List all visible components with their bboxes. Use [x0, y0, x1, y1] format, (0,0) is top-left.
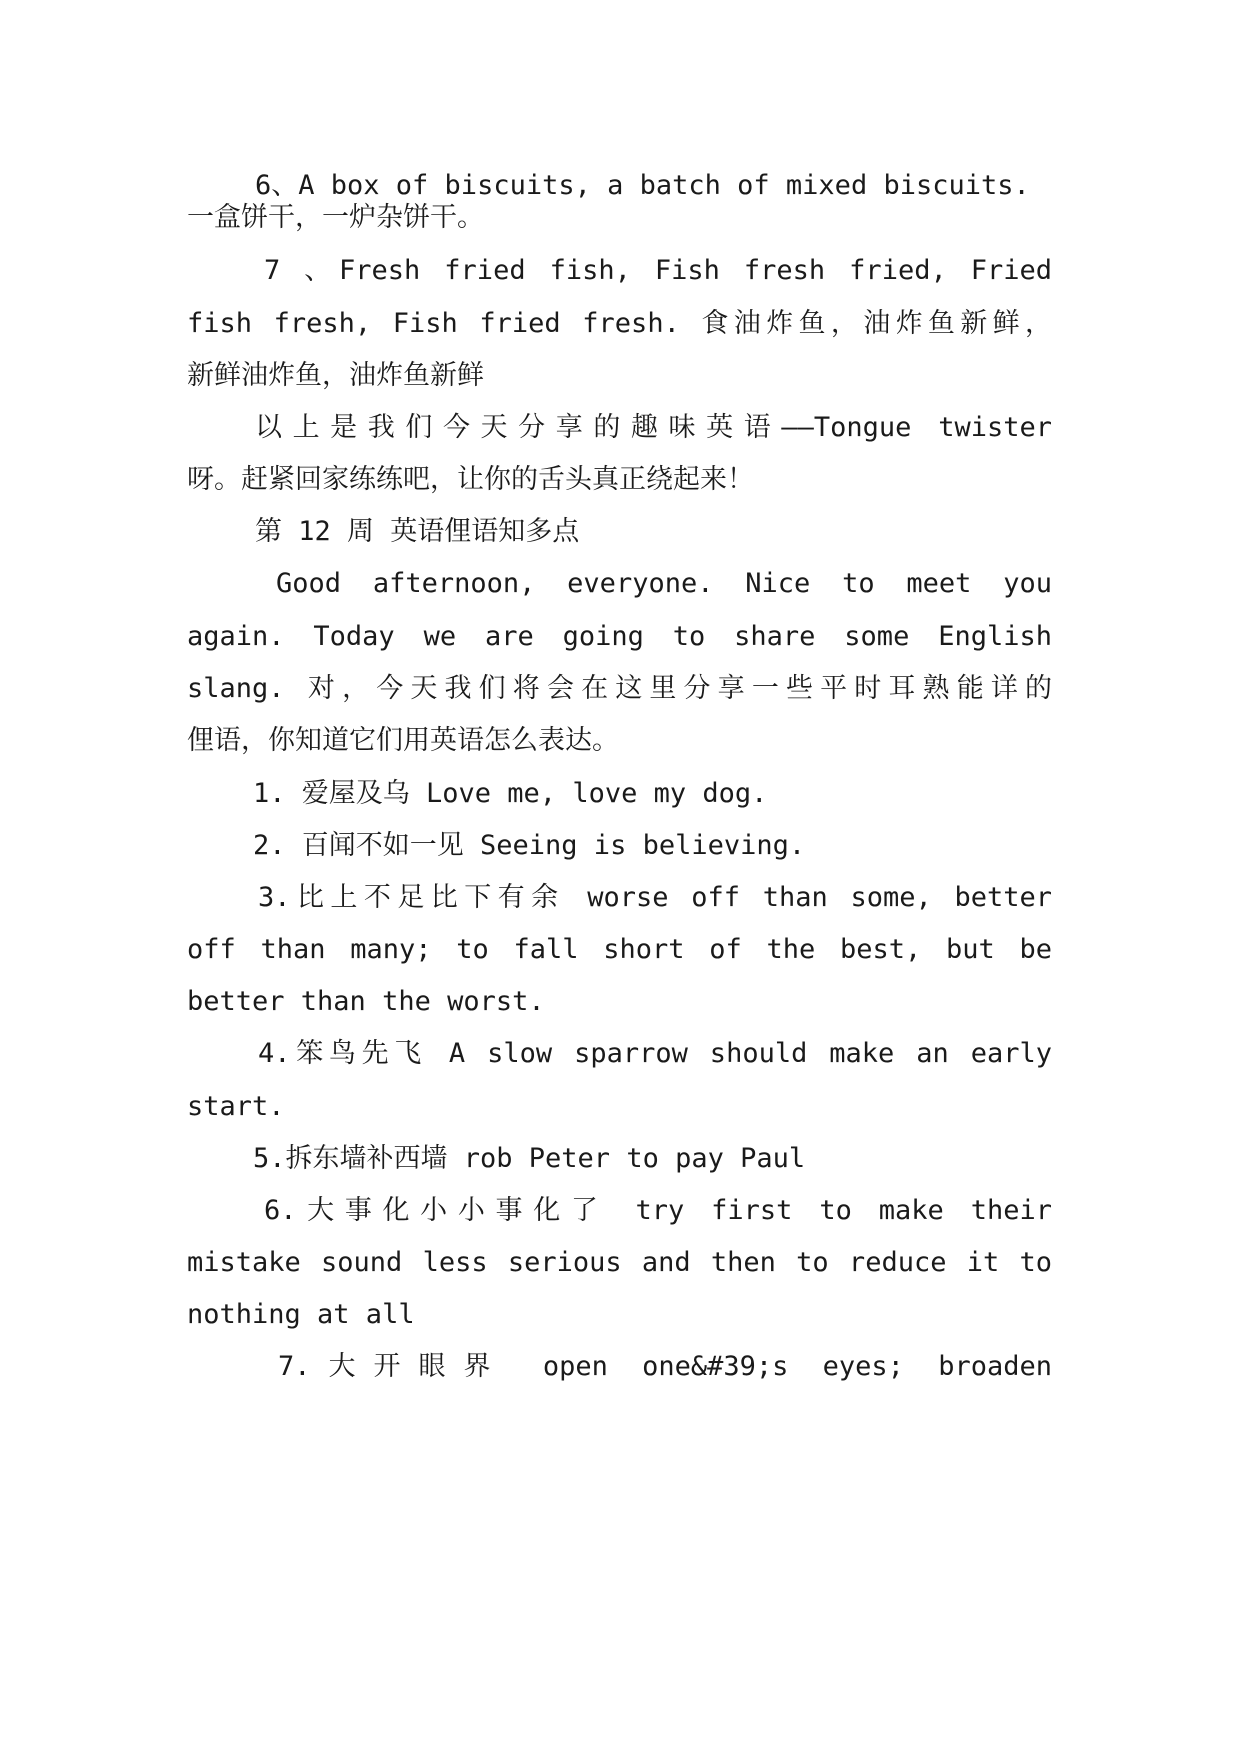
- text-line: Good afternoon, everyone. Nice to meet you: [276, 568, 1052, 599]
- list-item: 3.比上不足比下有余 worse off than some, better: [258, 882, 1052, 913]
- text-line: start.: [187, 1091, 285, 1122]
- list-item: 4.笨鸟先飞 A slow sparrow should make an early: [258, 1038, 1052, 1069]
- text-line: nothing at all: [187, 1299, 415, 1330]
- list-item: 5.拆东墙补西墙 rob Peter to pay Paul: [253, 1143, 806, 1174]
- text-line: 6、A box of biscuits, a batch of mixed biscuits.: [255, 170, 1030, 201]
- text-line: mistake sound less serious and then to reduce it to: [187, 1247, 1052, 1278]
- text-line: 俚语，你知道它们用英语怎么表达。: [187, 725, 619, 756]
- text-line: 7 、Fresh fried fish, Fish fresh fried, Fried: [264, 255, 1052, 286]
- text-line: fish fresh, Fish fried fresh. 食油炸鱼，油炸鱼新鲜，: [187, 308, 1052, 339]
- text-line: off than many; to fall short of the best, but be: [187, 934, 1052, 965]
- text-line: better than the worst.: [187, 986, 545, 1017]
- list-item: 2. 百闻不如一见 Seeing is believing.: [253, 830, 806, 861]
- list-item: 6.大事化小小事化了 try first to make their: [264, 1195, 1052, 1226]
- text-line: 呀。赶紧回家练练吧，让你的舌头真正绕起来！: [187, 464, 754, 495]
- text-line: again. Today we are going to share some English: [187, 621, 1052, 652]
- text-line: 新鲜油炸鱼，油炸鱼新鲜: [187, 360, 484, 391]
- section-heading: 第 12 周 英语俚语知多点: [255, 516, 580, 547]
- text-line: 以上是我们今天分享的趣味英语——Tongue twister: [255, 412, 1052, 443]
- text-line: 一盒饼干，一炉杂饼干。: [187, 202, 484, 233]
- list-item: 1. 爱屋及乌 Love me, love my dog.: [253, 778, 768, 809]
- list-item: 7.大开眼界 open one&#39;s eyes; broaden: [278, 1351, 1052, 1382]
- text-line: slang. 对，今天我们将会在这里分享一些平时耳熟能详的: [187, 673, 1052, 704]
